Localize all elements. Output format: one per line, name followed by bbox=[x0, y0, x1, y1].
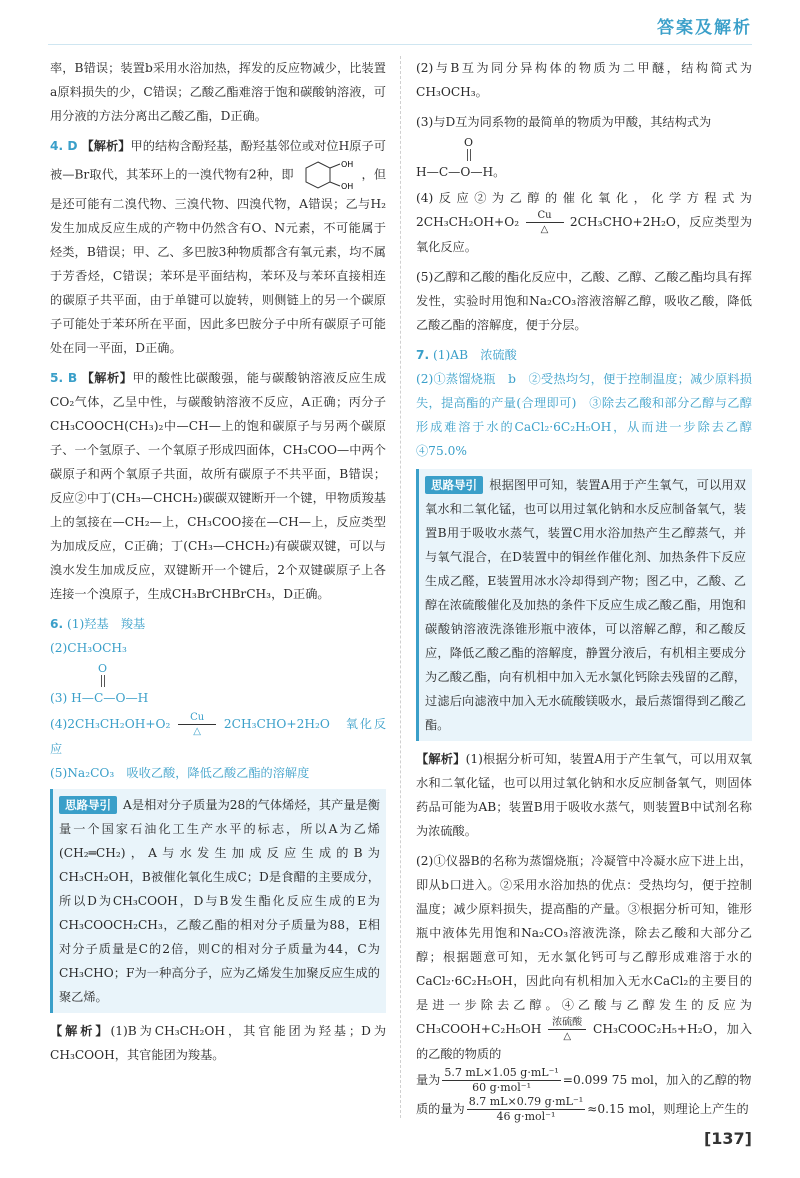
q4-number: 4. D bbox=[50, 139, 78, 153]
formic-oxygen: O bbox=[464, 136, 474, 149]
q6-answer-3-structure bbox=[50, 662, 386, 710]
q7-number: 7. bbox=[416, 348, 430, 362]
reaction-arrow-icon: Cu △ bbox=[178, 712, 216, 737]
q6-answer-5: (5)Na₂CO₃ 吸收乙酸，降低乙酸乙酯的溶解度 bbox=[50, 766, 310, 780]
q7-analysis-1: (1)根据分析可知，装置A用于产生氧气，可以用双氧水和二氧化锰，也可以用过氧化钠和水反应制备氧气，则固体药品可能为AB；装置B用于吸收水蒸气，则装置B中试剂名称为浓硫酸。 bbox=[416, 752, 752, 838]
page-number: [137] bbox=[703, 1129, 752, 1148]
q6-answer-2: (2)CH₃OCH₃ bbox=[50, 641, 127, 655]
formic-acid-structure bbox=[416, 136, 752, 184]
dibromophenol-structure-icon bbox=[302, 158, 354, 192]
q6-analysis-tag: 【解析】 bbox=[50, 1024, 111, 1038]
q7-analysis-tag: 【解析】 bbox=[416, 752, 466, 766]
q4-text-a: 甲的结构含酚羟基，酚羟基邻位或对位H原子可被—Br取代，其苯环上的一溴代物有2种，即 bbox=[50, 139, 386, 182]
acetic-acid-fraction: $\frac{\text{5.7 mL×1.05 g·mL⁻¹}}{\text{60 g·mol⁻¹}}$ bbox=[444, 1066, 559, 1094]
q4-analysis-tag: 【解析】 bbox=[81, 139, 131, 153]
column-divider bbox=[400, 56, 401, 1118]
q6-analysis-text: (1)B为CH₃CH₂OH，其官能团为羟基；D为CH₃COOH，其官能团为羧基。 bbox=[50, 1024, 387, 1062]
question-7 bbox=[416, 343, 765, 1124]
q7-answer-1: (1)AB 浓硫酸 bbox=[433, 348, 517, 362]
guide-text-2: 根据图甲可知，装置A用于产生氧气，可以用双氧水和二氧化锰，也可以用过氧化钠和水反应制备氧气，装置B用于吸收水蒸气，装置C用水浴加热产生乙醇蒸气，并与氧气混合，在D装置中的铜丝作催化剂、加热条件下反应生成乙醛，E装置用冰水冷却得到产物；图乙中，乙酸、乙醇在浓硫酸催化及加热的条件下反应生成乙酸乙酯，用饱和碳酸钠溶液洗涤锥形瓶中液体，可以溶解乙醇，和乙酸反应，降低乙酸乙酯的溶解度，静置分液后，有机相主要成分为乙酸乙酯，向有机相中加入无水氯化钙除去残留的乙醇，过滤后向滤液中加入无水硫酸镁吸水，最后蒸馏得到乙酸乙酯。 bbox=[425, 478, 746, 732]
q5-analysis-tag: 【解析】 bbox=[81, 371, 133, 385]
header-title: 答案及解析 bbox=[657, 17, 752, 38]
reaction-arrow-icon: Cu △ bbox=[526, 210, 564, 235]
left-column bbox=[50, 56, 386, 1073]
q6-answer-1: (1)羟基 羧基 bbox=[67, 617, 146, 631]
q4-text-b: ，但是还可能有二溴代物、三溴代物、四溴代物，A错误；乙与H₂发生加成反应生成的产物中仍然含有O、N元素，不可能属于烃类，B错误；甲、乙、多巴胺3种物质都含有氧元素，均不属于芳香烃，C错误；苯环是平面结构，苯环及与苯环直接相连的碳原子共平面，由于单键可以旋转，则侧链上的另一个碳原子可能处于苯环所在平面，因此多巴胺分子中所有碳原子可能处在同一平面，D正确。 bbox=[50, 167, 387, 355]
thinking-guide-box-1 bbox=[50, 789, 386, 1013]
q7-analysis-3: 量为 $\frac{\text{5.7 mL×1.05 g·mL⁻¹}}{\text{60 g·mol⁻¹}}$ =0.099 75 mol，加入的乙醇的物 bbox=[416, 1066, 752, 1094]
question-5 bbox=[50, 366, 386, 606]
q7-analysis-4: 质的量为 $\frac{\text{8.7 mL×0.79 g·mL⁻¹}}{\text{46 g·mol⁻¹}}$ ≈0.15 mol，则理论上产生的 bbox=[416, 1095, 749, 1123]
q5-number: 5. B bbox=[50, 371, 78, 385]
q6-answer-4: (4)2CH₃CH₂OH+O₂ Cu △ 2CH₃CHO+2H₂O 氧化反应 bbox=[50, 712, 387, 756]
guide-text-1: A是相对分子质量为28的气体烯烃，其产量是衡量一个国家石油化工生产水平的标志，所以A为乙烯(CH₂═CH₂)，A与水发生加成反应生成的B为CH₃CH₂OH，B被催化氧化生成C；D是食醋的主要成分，所以D为CH₃COOH，D与B发生酯化反应生成的E为CH₃COOCH₂CH₃，乙酸乙酯的相对分子质量为88，E相对分子质量是C的2倍，则C的相对分子质量为44，C为CH₃CHO；F为一种高分子，应为乙烯发生加聚反应生成的聚乙烯。 bbox=[59, 798, 380, 1004]
q6-analysis-5: (5)乙醇和乙酸的酯化反应中，乙酸、乙醇、乙酸乙酯均具有挥发性，实验时用饱和Na₂CO₃溶液溶解乙醇，吸收乙酸，降低乙酸乙酯的溶解度，便于分层。 bbox=[416, 270, 752, 332]
thinking-guide-box-2 bbox=[416, 469, 752, 741]
guide-label-1: 思路导引 bbox=[59, 796, 117, 814]
q6-analysis-3: (3)与D互为同系物的最简单的物质为甲酸，其结构式为 bbox=[416, 115, 712, 129]
question-6 bbox=[50, 612, 386, 1067]
q7-analysis-2: (2)①仪器B的名称为蒸馏烧瓶；冷凝管中冷凝水应下进上出，即从b口进入。②采用水浴加热的优点：受热均匀，便于控制温度；减少原料损失，提高酯的产量。③根据分析可知，锥形瓶中液体先用饱和Na₂CO₃溶液洗涤，除去乙酸和大部分乙醇；根据题意可知，无水氯化钙可与乙醇形成难溶于水的CaCl₂·6C₂H₅OH，因此向有机相加入无水CaCl₂的主要目的是进一步除去乙醇。④乙酸与乙醇发生的反应为CH₃COOH+C₂H₅OH 浓硫酸 △ CH₃COOC₂H₅+H₂O，加入的乙酸的物质的 bbox=[416, 854, 753, 1061]
svg-text:OH: OH bbox=[340, 160, 353, 169]
page-header bbox=[657, 8, 752, 42]
q7-answer-2: (2)①蒸馏烧瓶 b ②受热均匀，便于控制温度；减少原料损失，提高酯的产量(合理即可) ③除去乙酸和部分乙醇与乙醇形成难溶于水的CaCl₂·6C₂H₅OH，从而进一步除去乙醇 ④75.0% bbox=[416, 372, 765, 458]
guide-label-2: 思路导引 bbox=[425, 476, 483, 494]
question-4 bbox=[50, 134, 386, 360]
q6-3-formula: (3) H—C—O—H bbox=[50, 691, 149, 705]
paragraph-continuation: 率，B错误；装置b采用水浴加热，挥发的反应物减少，比装置a原料损失的少，C错误；乙酸乙酯难溶于饱和碳酸钠溶液，可用分液的方法分离出乙酸乙酯，D正确。 bbox=[50, 61, 386, 123]
svg-text:OH: OH bbox=[340, 182, 353, 191]
right-column bbox=[416, 56, 765, 1124]
q6-analysis-2: (2)与B互为同分异构体的物质为二甲醚，结构简式为CH₃OCH₃。 bbox=[416, 61, 752, 99]
q6-3-oxygen: O bbox=[98, 662, 108, 675]
header-rule bbox=[48, 44, 752, 45]
formic-formula: H—C—O—H。 bbox=[416, 165, 506, 179]
q5-text: 甲的酸性比碳酸强，能与碳酸钠溶液反应生成CO₂气体，乙呈中性，与碳酸钠溶液不反应，A正确；丙分子CH₃COOCH(CH₃)₂中—CH—上的饱和碳原子与另两个碳原子、一个氢原子、一个氧原子形成四面体，CH₃COO—中两个碳原子和两个氧原子共面，故所有碳原子不共平面，B错误；反应②中丁(CH₃—CHCH₂)碳碳双键断开一个键，甲物质羧基上的氢接在—CH₂—上，CH₃COO接在—CH—上，反应类型为加成反应，C正确；丁(CH₃—CHCH₂)有碳碳双键，可以与溴水发生加成反应，双键断开一个键后，2个双键碳原子上各连接一个溴原子，生成CH₃BrCHBrCH₃，D正确。 bbox=[50, 371, 387, 601]
reaction-arrow-icon: 浓硫酸 △ bbox=[548, 1017, 586, 1042]
q6-analysis-4: (4)反应②为乙醇的催化氧化，化学方程式为2CH₃CH₂OH+O₂ Cu △ 2CH₃CHO+2H₂O，反应类型为氧化反应。 bbox=[416, 191, 753, 254]
q6-number: 6. bbox=[50, 617, 64, 631]
ethanol-fraction: $\frac{\text{8.7 mL×0.79 g·mL⁻¹}}{\text{46 g·mol⁻¹}}$ bbox=[468, 1095, 584, 1123]
